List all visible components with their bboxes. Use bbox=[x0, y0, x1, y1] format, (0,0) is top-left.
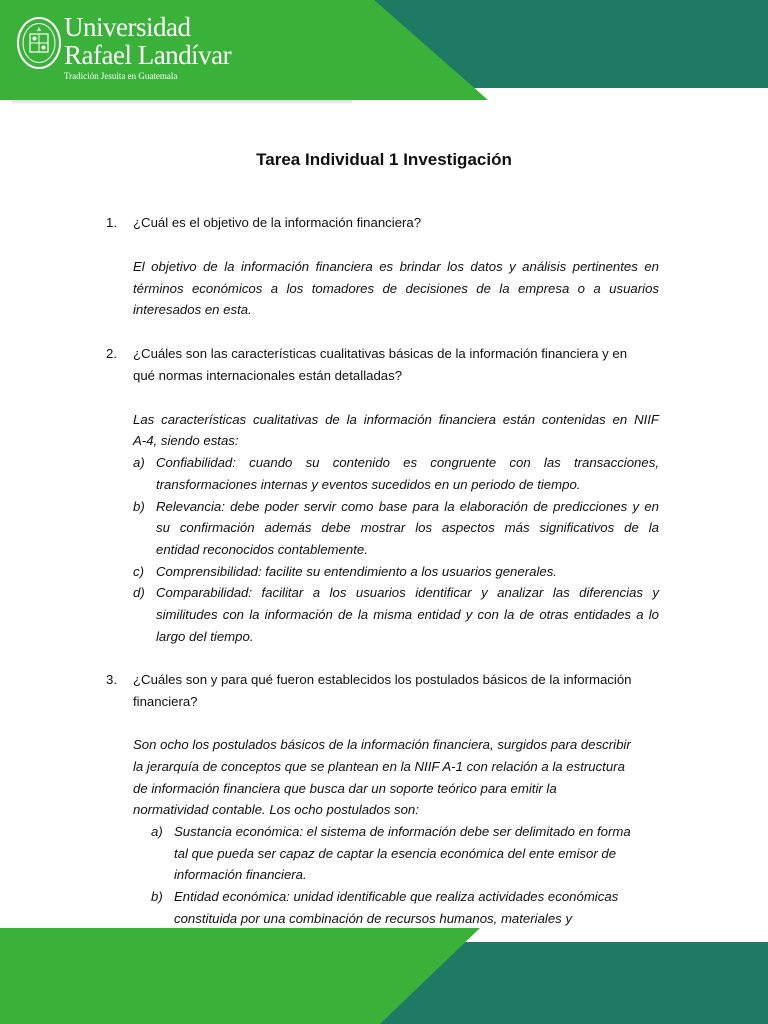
q2-intro-line: Las características cualitativas de la información financiera están contenidas en NIIF bbox=[133, 412, 659, 427]
q3-intro-line: la jerarquía de conceptos que se plantean en la NIIF A-1 con relación a la estructura bbox=[133, 759, 625, 774]
q3-item-letter: a) bbox=[151, 824, 163, 839]
q2-item-letter: b) bbox=[133, 499, 145, 514]
q3-item-a-line: Sustancia económica: el sistema de información debe ser delimitado en forma bbox=[174, 824, 631, 839]
q3-item-b-line: constituida por una combinación de recursos humanos, materiales y bbox=[174, 911, 573, 926]
q3-item-letter: b) bbox=[151, 889, 163, 904]
university-name-line2: Rafael Landívar bbox=[64, 40, 232, 70]
q2-item-d-line: largo del tiempo. bbox=[156, 629, 254, 644]
q3-intro-line: normatividad contable. Los ocho postulados son: bbox=[133, 802, 419, 817]
q2-item-d-line: similitudes con la información de la misma entidad y con la de otras entidades a lo bbox=[156, 607, 659, 622]
q2-item-letter: d) bbox=[133, 585, 145, 600]
document-title: Tarea Individual 1 Investigación bbox=[256, 150, 512, 169]
q2-item-d-line: Comparabilidad: facilitar a los usuarios identificar y analizar las diferencias y bbox=[156, 585, 659, 600]
q2-number: 2. bbox=[106, 346, 117, 361]
q2-item-letter: a) bbox=[133, 455, 145, 470]
q2-item-c-line: Comprensibilidad: facilite su entendimiento a los usuarios generales. bbox=[156, 564, 557, 579]
q1-answer-line: términos económicos a los tomadores de decisiones de la empresa o a usuarios bbox=[133, 281, 659, 296]
q2-question-line: ¿Cuáles son las características cualitativas básicas de la información financiera y en bbox=[133, 346, 628, 361]
q3-item-b-line: Entidad económica: unidad identificable que realiza actividades económicas bbox=[174, 889, 619, 904]
q1-answer-line: interesados en esta. bbox=[133, 302, 252, 317]
q3-number: 3. bbox=[106, 672, 117, 687]
q3-intro-line: Son ocho los postulados básicos de la información financiera, surgidos para describir bbox=[133, 737, 631, 752]
university-seal-icon bbox=[16, 16, 62, 70]
q2-item-letter: c) bbox=[133, 564, 144, 579]
q2-item-a-line: transformaciones internas y eventos sucedidos en un periodo de tiempo. bbox=[156, 477, 581, 492]
q2-item-b-line: Relevancia: debe poder servir como base para la elaboración de predicciones y en bbox=[156, 499, 659, 514]
q3-question-line: financiera? bbox=[133, 694, 198, 709]
q2-item-b-line: su confirmación además debe mostrar los aspectos más significativos de la bbox=[156, 520, 659, 535]
university-motto: Tradición Jesuita en Guatemala bbox=[64, 71, 178, 81]
q3-intro-line: de información financiera que busca dar un soporte teórico para emitir la bbox=[133, 781, 557, 796]
q3-item-a-line: información financiera. bbox=[174, 867, 307, 882]
q1-number: 1. bbox=[106, 215, 117, 230]
q3-item-a-line: tal que pueda ser capaz de captar la esencia económica del ente emisor de bbox=[174, 846, 617, 861]
q2-question-line: qué normas internacionales están detalladas? bbox=[133, 368, 403, 383]
university-name-line1: Universidad bbox=[64, 12, 191, 42]
q2-intro-line: A-4, siendo estas: bbox=[133, 433, 239, 448]
q3-question-line: ¿Cuáles son y para qué fueron establecidos los postulados básicos de la información bbox=[133, 672, 632, 687]
q1-question: ¿Cuál es el objetivo de la información financiera? bbox=[133, 215, 422, 230]
q2-item-b-line: entidad reconocidos contablemente. bbox=[156, 542, 368, 557]
q1-answer-line: El objetivo de la información financiera es brindar los datos y análisis pertinentes en bbox=[133, 259, 659, 274]
q2-item-a-line: Confiabilidad: cuando su contenido es congruente con las transacciones, bbox=[156, 455, 659, 470]
